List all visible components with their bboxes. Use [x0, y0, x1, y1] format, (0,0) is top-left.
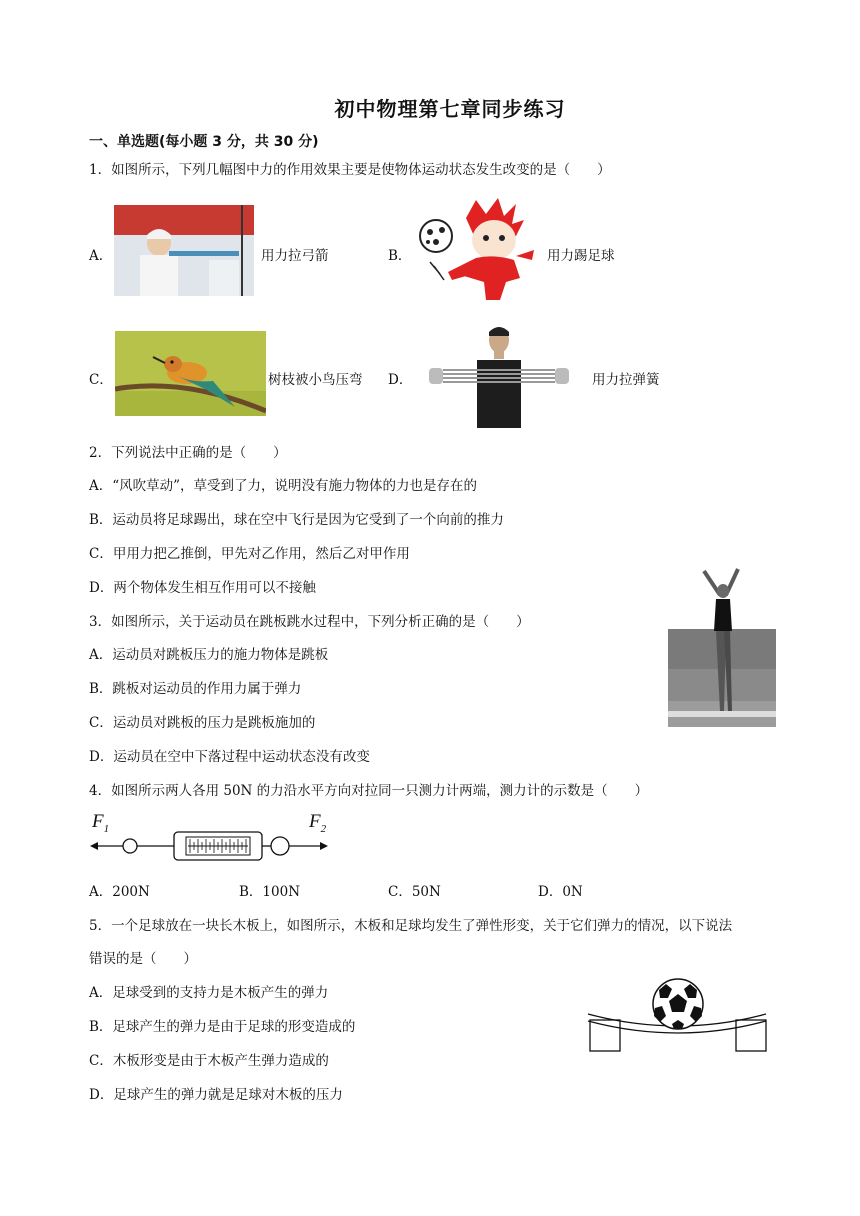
q5-option-a: A．足球受到的支持力是木板产生的弹力: [89, 985, 329, 1001]
force-label-f1: $F_1$: [92, 811, 110, 835]
q5-option-c: C．木板形变是由于木板产生弹力造成的: [89, 1053, 329, 1069]
q1-option-d-label: D．: [388, 372, 413, 388]
q2-option-c: C．甲用力把乙推倒，甲先对乙作用，然后乙对甲作用: [89, 546, 410, 562]
q4-option-d: D．0N: [538, 884, 583, 900]
q3-stem: 3．如图所示，关于运动员在跳板跳水过程中，下列分析正确的是（ ）: [89, 614, 530, 630]
q5-stem-line1: 5．一个足球放在一块长木板上，如图所示，木板和足球均发生了弹性形变，关于它们弹力的情况，以下说法: [89, 918, 733, 934]
q1-option-b-caption: 用力踢足球: [547, 248, 615, 264]
section-heading: 一、单选题(每小题 3 分，共 30 分): [89, 134, 319, 150]
archery-photo: [114, 205, 254, 296]
q1-option-d-caption: 用力拉弹簧: [592, 372, 660, 388]
diver-on-springboard-photo: [668, 561, 776, 727]
spring-expander-photo: [425, 324, 573, 428]
q5-stem-line2: 错误的是（ ）: [89, 951, 197, 967]
q3-option-a: A．运动员对跳板压力的施力物体是跳板: [89, 647, 329, 663]
q5-option-d: D．足球产生的弹力就是足球对木板的压力: [89, 1087, 343, 1103]
q4-option-a: A．200N: [89, 884, 150, 900]
q3-option-d: D．运动员在空中下落过程中运动状态没有改变: [89, 749, 370, 765]
q2-option-d: D．两个物体发生相互作用可以不接触: [89, 580, 316, 596]
q1-option-a-caption: 用力拉弓箭: [261, 248, 329, 264]
q4-stem: 4．如图所示两人各用 50N 的力沿水平方向对拉同一只测力计两端，测力计的示数是（ ）: [89, 783, 649, 799]
q5-option-b: B．足球产生的弹力是由于足球的形变造成的: [89, 1019, 356, 1035]
q4-option-c: C．50N: [388, 884, 441, 900]
bird-on-branch-photo: [115, 331, 266, 416]
page-title: 初中物理第七章同步练习: [334, 97, 566, 121]
q4-option-b: B．100N: [239, 884, 301, 900]
force-label-f2: $F_2$: [309, 811, 327, 835]
q1-option-a-label: A．: [89, 248, 113, 264]
q3-option-b: B．跳板对运动员的作用力属于弹力: [89, 681, 302, 697]
spring-scale-diagram: [88, 809, 338, 865]
kick-football-cartoon: [416, 196, 544, 306]
q1-option-c-label: C．: [89, 372, 113, 388]
football-on-board-diagram: [586, 976, 768, 1056]
q3-option-c: C．运动员对跳板的压力是跳板施加的: [89, 715, 316, 731]
q1-option-c-caption: 树枝被小鸟压弯: [268, 372, 363, 388]
q2-option-a: A．“风吹草动”，草受到了力，说明没有施力物体的力也是存在的: [89, 478, 478, 494]
q2-stem: 2．下列说法中正确的是（ ）: [89, 445, 287, 461]
q1-stem: 1．如图所示，下列几幅图中力的作用效果主要是使物体运动状态发生改变的是（ ）: [89, 162, 611, 178]
q1-option-b-label: B．: [388, 248, 412, 264]
q2-option-b: B．运动员将足球踢出，球在空中飞行是因为它受到了一个向前的推力: [89, 512, 504, 528]
